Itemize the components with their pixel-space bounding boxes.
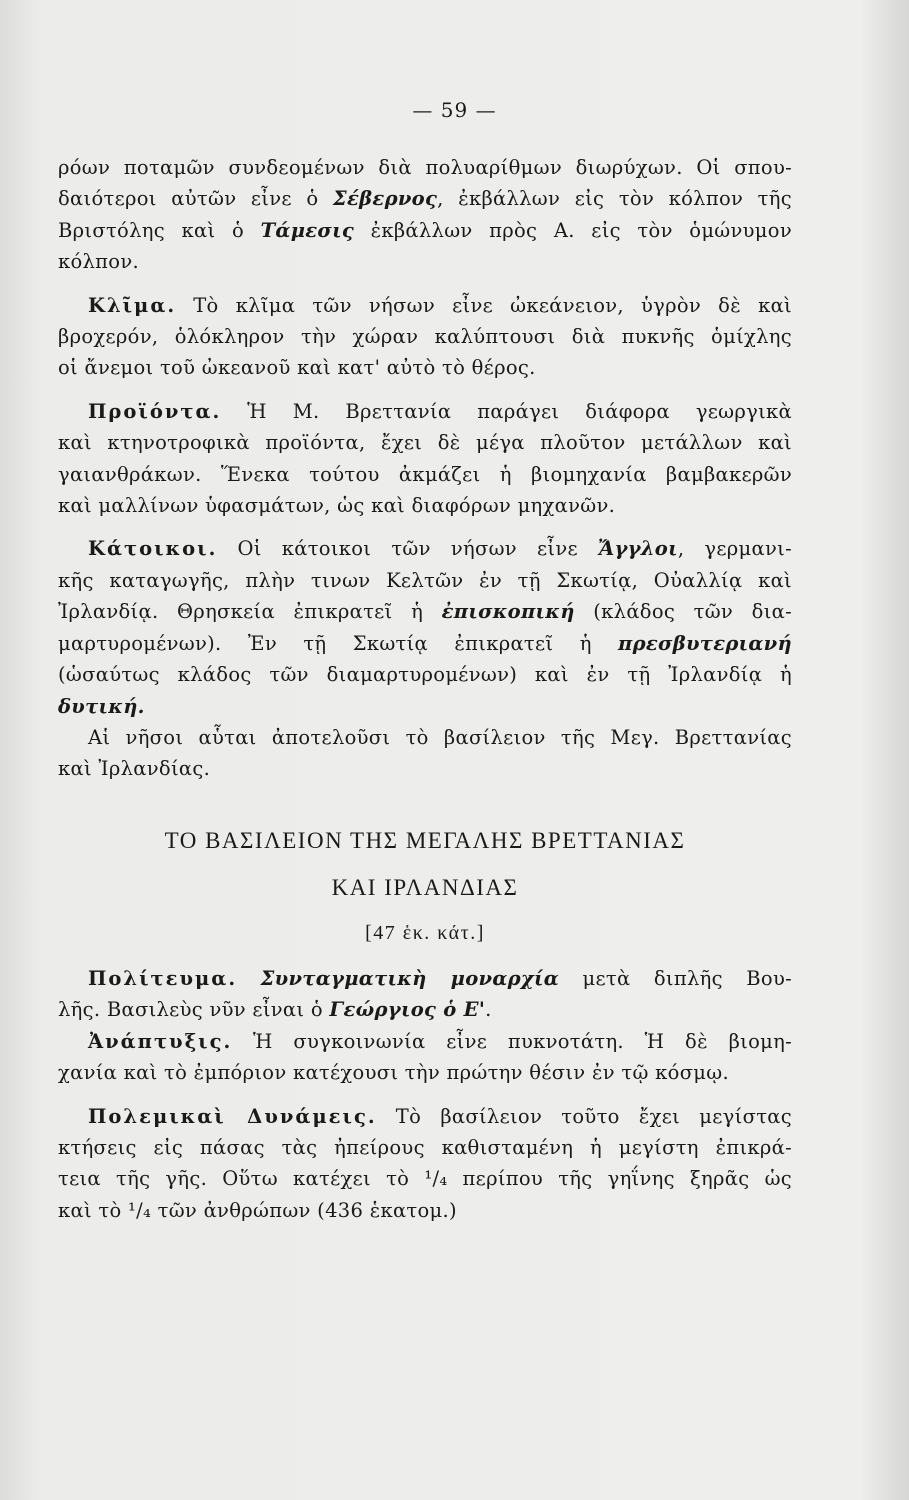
heading-military: Πολεμικαὶ Δυνάμεις. [88,1104,377,1128]
heading-climate: Κλῖμα. [88,293,177,317]
text-line: χανία καὶ τὸ ἐμπόριον κατέχουσι τὴν πρώτην θέσιν ἐν τῷ κόσμῳ. [58,1061,729,1085]
text-line: Κλῖμα. Τὸ κλῖμα τῶν νήσων εἶνε ὠκεάνειον, ὑγρὸν δὲ καὶ [88,293,792,317]
text-line: Προϊόντα. Ἡ Μ. Βρεττανία παράγει διάφορα γεωργικὰ [88,399,792,423]
paragraph-polity [58,963,792,1026]
term-george-v: Γεώργιος ὁ Ε' [329,998,486,1022]
paragraph-products [58,396,792,522]
text-line: Ἰρλανδίᾳ. Θρησκεία ἐπικρατεῖ ἡ ἐπισκοπική (κλάδος τῶν δια- [58,600,792,624]
term-angles: Ἄγγλοι [597,537,678,561]
text-line: ρόων ποταμῶν συνδεομένων διὰ πολυαρίθμων διωρύχων. Οἱ σπου- [58,156,792,179]
term-thames: Τάμεσις [260,218,355,242]
text-line: καὶ Ἰρλανδίας. [58,757,211,781]
text-line: δαιότεροι αὐτῶν εἶνε ὁ Σέβερνος, ἐκβάλλων εἰς τὸν κόλπον τῆς [58,187,792,211]
section-title-continued: ΚΑΙ ΙΡΛΑΝΔΙΑΣ [331,875,519,901]
term-western: δυτική. [58,694,145,718]
text-line: καὶ κτηνοτροφικὰ προϊόντα, ἔχει δὲ μέγα πλοῦτον μετάλλων καὶ [58,431,792,455]
heading-polity: Πολίτευμα. [88,966,238,990]
text-line: λῆς. Βασιλεὺς νῦν εἶναι ὁ Γεώργιος ὁ Ε'. [58,998,492,1022]
term-presbyterian: πρεσβυτεριανή [618,631,792,655]
text-line: Ἀνάπτυξις. Ἡ συγκοινωνία εἶνε πυκνοτάτη. Ἡ δὲ βιομη- [88,1029,792,1053]
text-line: Αἱ νῆσοι αὗται ἀποτελοῦσι τὸ βασίλειον τῆς Μεγ. Βρεττανίας [88,725,792,749]
text-line: γαιανθράκων. Ἕνεκα τούτου ἀκμάζει ἡ βιομηχανία βαμβακερῶν [58,462,792,486]
text-line: τεια τῆς γῆς. Οὕτω κατέχει τὸ ¹/₄ περίπου τῆς γηΐνης ξηρᾶς ὡς [58,1167,792,1191]
paragraph-kingdom [58,722,792,785]
population-note: [47 ἑκ. κάτ.] [365,921,485,944]
text-line: Βριστόλης καὶ ὁ Τάμεσις ἐκβάλλων πρὸς Α. εἰς τὸν ὁμώνυμον [58,218,792,242]
text-line: κῆς καταγωγῆς, πλὴν τινων Κελτῶν ἐν τῇ Σκωτίᾳ, Οὐαλλίᾳ καὶ [58,568,792,592]
heading-inhabitants: Κάτοικοι. [88,537,218,561]
text-line: καὶ μαλλίνων ὑφασμάτων, ὡς καὶ διαφόρων μηχανῶν. [58,494,616,518]
text-line: (ὡσαύτως κλάδος τῶν διαμαρτυρομένων) καὶ ἐν τῇ Ἰρλανδίᾳ ἡ [58,663,792,687]
heading-products: Προϊόντα. [88,399,222,423]
paragraph-inhabitants [58,533,792,721]
text-line: βροχερόν, ὁλόκληρον τὴν χώραν καλύπτουσι διὰ πυκνῆς ὁμίχλης [58,325,792,349]
term-episcopal: ἐπισκοπική [441,600,575,624]
text-line: Κάτοικοι. Οἱ κάτοικοι τῶν νήσων εἶνε Ἄγγλοι, γερμανι- [88,537,792,561]
term-severn: Σέβερνος [332,187,438,211]
paragraph-climate [58,290,792,384]
text-line: κόλπον. [58,250,139,274]
term-monarchy: Συνταγματικὴ μοναρχία [260,966,560,990]
page-body [58,152,792,1226]
paragraph-rivers [58,152,792,278]
paragraph-development [58,1026,792,1089]
text-line: οἱ ἄνεμοι τοῦ ὠκεανοῦ καὶ κατ' αὐτὸ τὸ θέρος. [58,356,536,380]
text-line: καὶ τὸ ¹/₄ τῶν ἀνθρώπων (436 ἑκατομ.) [58,1198,457,1222]
text-line: Πολίτευμα. Συνταγματικὴ μοναρχία μετὰ διπλῆς Βου- [88,966,792,990]
section-title: ΤΟ ΒΑΣΙΛΕΙΟΝ ΤΗΣ ΜΕΓΑΛΗΣ ΒΡΕΤΤΑΝΙΑΣ [164,827,686,853]
text-line: κτήσεις εἰς πάσας τὰς ἠπείρους καθισταμένη ἡ μεγίστη ἐπικρά- [58,1135,792,1159]
paragraph-military [58,1101,792,1227]
text-line: Πολεμικαὶ Δυνάμεις. Τὸ βασίλειον τοῦτο ἔχει μεγίστας [88,1104,792,1128]
page-number: — 59 — [412,98,497,122]
text-line: μαρτυρομένων). Ἐν τῇ Σκωτίᾳ ἐπικρατεῖ ἡ πρεσβυτεριανή [58,631,792,655]
heading-development: Ἀνάπτυξις. [88,1029,233,1053]
